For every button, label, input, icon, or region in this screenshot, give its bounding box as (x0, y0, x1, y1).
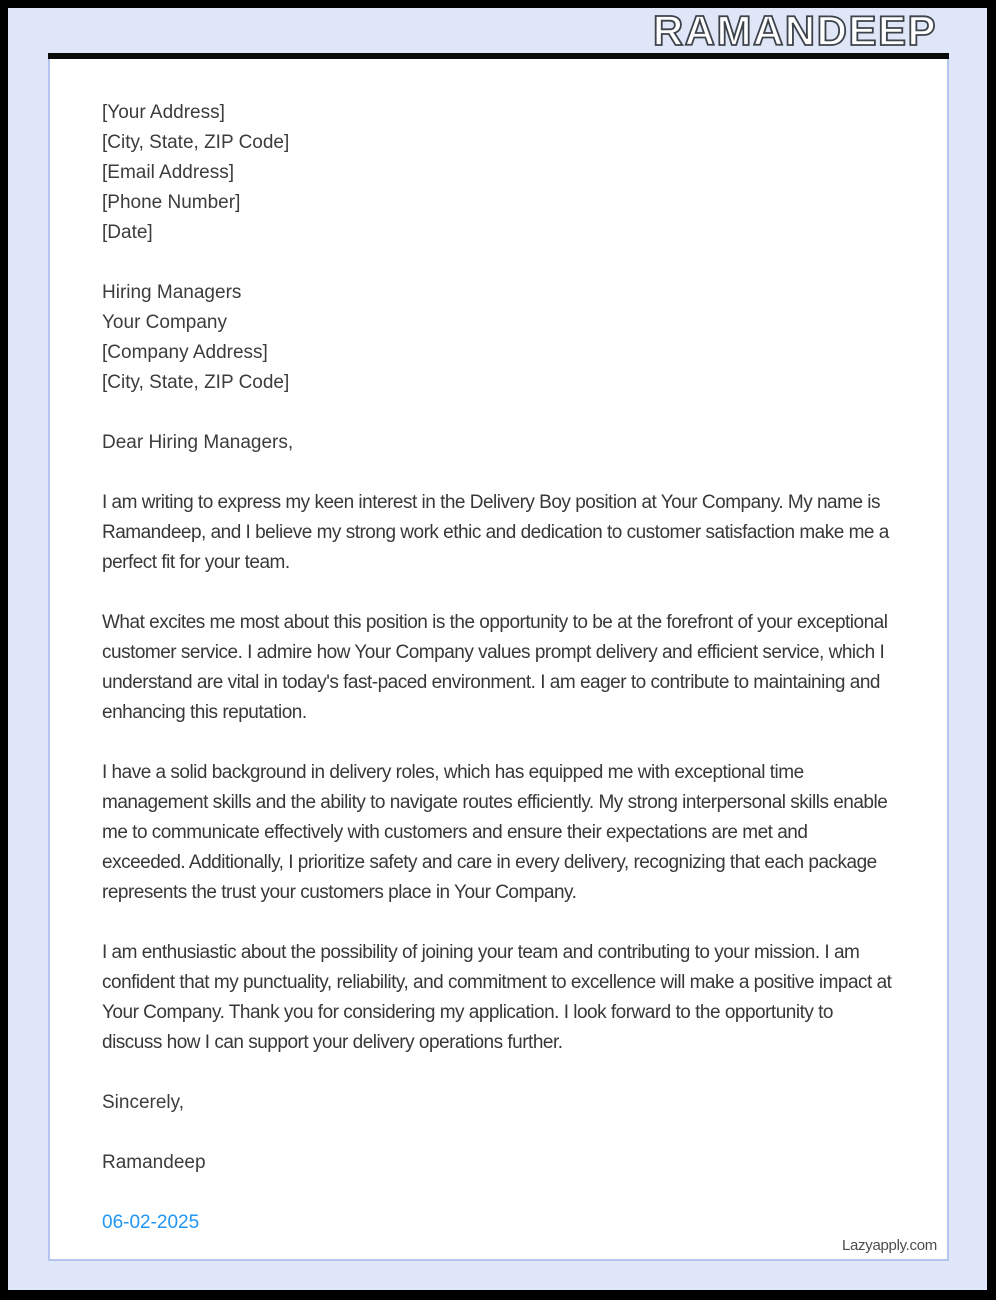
header (8, 8, 987, 53)
signature-name: Ramandeep (102, 1152, 206, 1173)
body-paragraph-4: I am enthusiastic about the possibility of joining your team and contributing to your mission. I am confident that my punctuality, reliability, and commitment to excellence will make a positive impact at Your Company. Thank you for considering my application. I look forward to the opportunity to discuss how I can support your delivery operations further. (102, 942, 892, 1053)
closing: Sincerely, (102, 1092, 185, 1113)
letter-page (48, 59, 949, 1261)
sender-email-line: [Email Address] (102, 162, 234, 183)
recipient-city-line: [City, State, ZIP Code] (102, 372, 290, 393)
letter-background (8, 8, 987, 1290)
body-paragraph-1: I am writing to express my keen interest in the Delivery Boy position at Your Company. My name is Ramandeep, and I believe my strong work ethic and dedication to customer satisfaction make me a perfect fit for your team. (102, 492, 889, 573)
recipient-name-line: Hiring Managers (102, 282, 242, 303)
sender-date-line: [Date] (102, 222, 153, 243)
recipient-company-line: Your Company (102, 312, 227, 333)
watermark-link[interactable]: Lazyapply.com (841, 1237, 937, 1254)
sender-address-line: [Your Address] (102, 102, 225, 123)
salutation: Dear Hiring Managers, (102, 432, 294, 453)
sender-address-block (102, 98, 895, 248)
brand-title: RAMANDEEP (652, 6, 937, 54)
sender-city-line: [City, State, ZIP Code] (102, 132, 290, 153)
sender-phone-line: [Phone Number] (102, 192, 241, 213)
body-paragraph-2: What excites me most about this position is the opportunity to be at the forefront of your exceptional customer service. I admire how Your Company values prompt delivery and efficient service, which I understand are vital in today's fast-paced environment. I am eager to contribute to maintaining and enhancing this reputation. (102, 612, 888, 723)
signature-date: 06-02-2025 (102, 1212, 200, 1233)
body-paragraph-3: I have a solid background in delivery roles, which has equipped me with exceptional time management skills and the ability to navigate routes efficiently. My strong interpersonal skills enable me to communicate effectively with customers and ensure their expectations are met and exceeded. Additionally, I prioritize safety and care in every delivery, recognizing that each package represents the trust your customers place in Your Company. (102, 762, 888, 903)
recipient-address-line: [Company Address] (102, 342, 268, 363)
recipient-address-block (102, 278, 895, 398)
